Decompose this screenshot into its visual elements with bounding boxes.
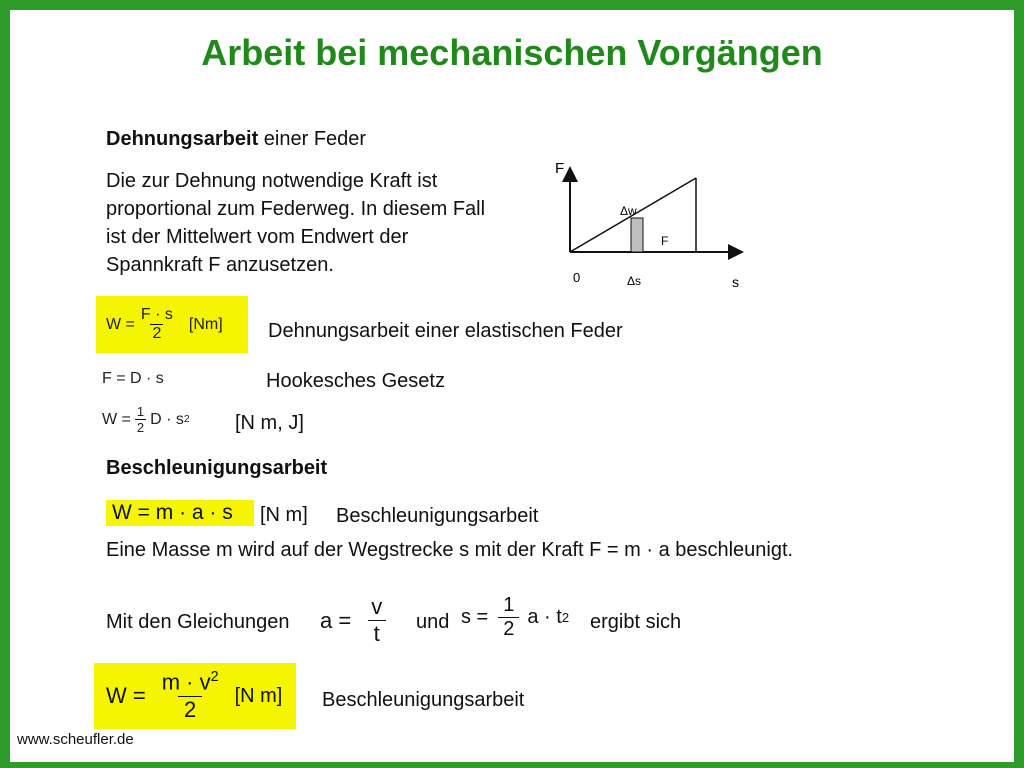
eq1-lhs: a = <box>320 607 352 633</box>
accel-sentence: Eine Masse m wird auf der Wegstrecke s mit der Kraft F = m · a beschleunigt. <box>106 539 794 561</box>
slide-title: Arbeit bei mechanischen Vorgängen <box>201 32 823 73</box>
final-numerator: m · v <box>161 669 211 695</box>
eq2-rhs: a · t <box>527 606 562 628</box>
final-lhs: W = <box>106 683 146 708</box>
formula3-lhs: W = <box>102 410 131 428</box>
axis-x-label: s <box>732 274 739 290</box>
eq1-numerator: v <box>371 594 383 619</box>
final-fraction <box>156 669 225 722</box>
eq2-fraction <box>498 594 519 641</box>
accel-heading: Beschleunigungsarbeit <box>106 457 328 479</box>
final-denominator: 2 <box>178 696 202 723</box>
formula3-unit: [N m, J] <box>235 412 304 434</box>
eq1-denominator: t <box>368 620 386 647</box>
formula3-numerator: 1 <box>136 404 145 419</box>
hooke-formula: F = D · s <box>102 370 164 387</box>
spring-heading <box>106 128 366 151</box>
eq2-numerator: 1 <box>503 594 515 616</box>
eq2-lhs: s = <box>461 606 489 628</box>
formula1-lhs: W = <box>106 315 135 333</box>
spring-heading-rest: einer Feder <box>258 128 367 150</box>
formula1-description: Dehnungsarbeit einer elastischen Feder <box>268 320 623 342</box>
accel-unit: [N m] <box>260 504 308 526</box>
spring-work-formula-box <box>96 296 248 353</box>
eq-result: ergibt sich <box>590 611 682 633</box>
delta-s-label: Δs <box>627 274 642 288</box>
slide <box>10 10 1014 762</box>
accel-formula-box <box>106 500 254 526</box>
formula1-denominator: 2 <box>152 325 162 342</box>
eq2-exponent: 2 <box>561 610 570 625</box>
eq1-formula <box>320 594 392 647</box>
accel-formula: W = m · a · s <box>112 501 233 524</box>
formula1-fraction <box>139 306 175 343</box>
spring-work-hooke-formula <box>102 404 190 435</box>
strip-force-label: F <box>661 234 669 248</box>
axis-y-label: F <box>555 160 565 177</box>
final-formula-box <box>94 663 296 729</box>
footer-url: www.scheufler.de <box>17 731 134 748</box>
accel-description: Beschleunigungsarbeit <box>336 505 539 527</box>
delta-w-label: Δw <box>620 204 637 218</box>
final-numerator-exponent: 2 <box>210 669 219 686</box>
eq2-denominator: 2 <box>498 617 519 641</box>
formula3-exponent: 2 <box>183 414 190 425</box>
eq1-fraction <box>365 594 388 647</box>
spring-paragraph: Die zur Dehnung notwendige Kraft ist proportional zum Federweg. In diesem Fall ist der Mittelwert vom Endwert der Spannkraft F anzusetzen. <box>106 170 486 276</box>
formula1-numerator: F · s <box>140 306 173 323</box>
formula3-fraction <box>135 404 146 435</box>
origin-label: 0 <box>573 270 581 285</box>
work-strip <box>631 218 643 252</box>
final-description: Beschleunigungsarbeit <box>322 689 525 711</box>
eq2-formula <box>461 594 569 641</box>
formula1-unit: [Nm] <box>188 315 223 333</box>
force-displacement-diagram <box>540 150 760 290</box>
eq-intro: Mit den Gleichungen <box>106 611 290 633</box>
spring-heading-bold: Dehnungsarbeit <box>106 128 259 150</box>
final-unit: [N m] <box>234 684 283 707</box>
eq-and: und <box>416 611 450 633</box>
formula3-rhs: D · s <box>150 410 184 428</box>
formula3-denominator: 2 <box>136 420 145 435</box>
hooke-description: Hookesches Gesetz <box>266 370 445 392</box>
